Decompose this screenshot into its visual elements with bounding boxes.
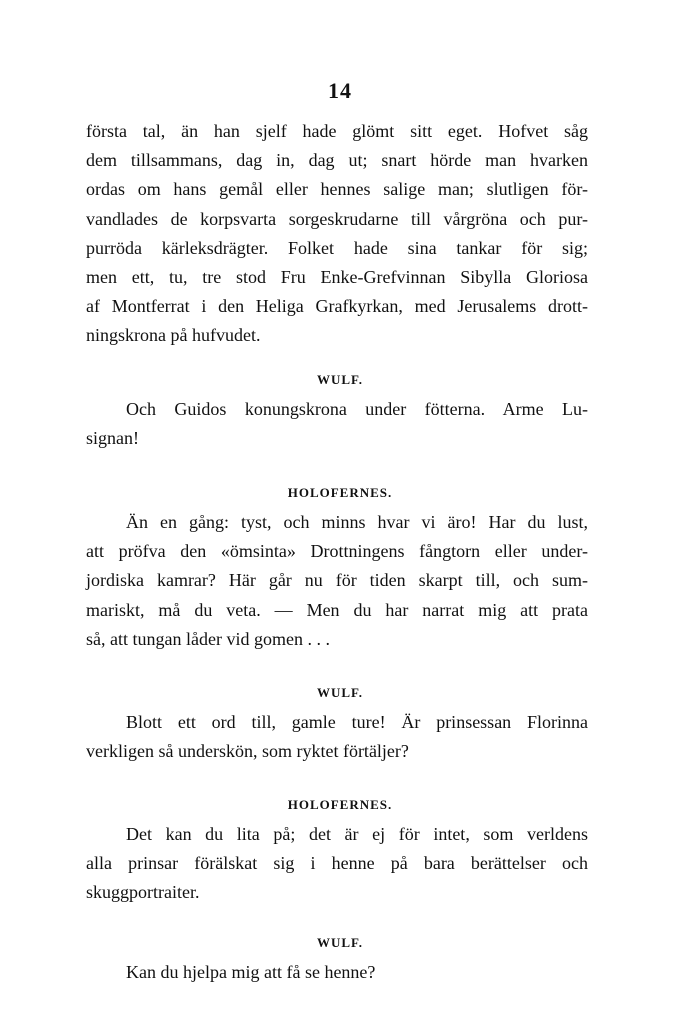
speaker-name: WULF. bbox=[316, 935, 364, 950]
text-line: alla prinsar förälskat sig i henne på bara berättelser och bbox=[86, 853, 588, 874]
speaker-name: HOLOFERNES. bbox=[287, 485, 393, 500]
text-line: Det kan du lita på; det är ej för intet, som verldens bbox=[126, 824, 588, 844]
text-line: Och Guidos konungskrona under fötterna. Arme Lu- bbox=[126, 399, 588, 419]
text-line: ningskrona på hufvudet. bbox=[86, 325, 261, 346]
text-line: vandlades de korpsvarta sorgeskrudarne till vårgröna och pur- bbox=[86, 208, 588, 229]
text-line: ordas om hans gemål eller hennes salige man; slutligen för- bbox=[86, 179, 588, 200]
text-line: af Montferrat i den Heliga Grafkyrkan, med Jerusalems drott- bbox=[86, 296, 588, 317]
text-line: skuggportraiter. bbox=[86, 882, 200, 903]
speaker-name: WULF. bbox=[316, 685, 364, 700]
text-line: Än en gång: tyst, och minns hvar vi äro! Har du lust, bbox=[126, 512, 588, 532]
text-line: att pröfva den «ömsinta» Drottningens fångtorn eller under- bbox=[86, 541, 588, 562]
text-line: dem tillsammans, dag in, dag ut; snart hörde man hvarken bbox=[86, 150, 588, 171]
text-line: signan! bbox=[86, 428, 139, 449]
text-line: men ett, tu, tre stod Fru Enke-Grefvinnan Sibylla Gloriosa bbox=[86, 266, 588, 287]
narrative-paragraph bbox=[86, 117, 588, 351]
dialogue-paragraph bbox=[86, 708, 588, 766]
page-number: 14 bbox=[328, 78, 352, 103]
text-line: jordiska kamrar? Här går nu för tiden skarpt till, och sum- bbox=[86, 570, 588, 591]
text-line: Blott ett ord till, gamle ture! Är prinsessan Florinna bbox=[126, 712, 588, 732]
text-line: verkligen så underskön, som ryktet förtäljer? bbox=[86, 741, 409, 762]
dialogue-paragraph bbox=[86, 508, 588, 654]
speaker-name: HOLOFERNES. bbox=[287, 797, 393, 812]
text-line: första tal, än han sjelf hade glömt sitt eget. Hofvet såg bbox=[86, 121, 588, 141]
dialogue-paragraph bbox=[86, 958, 588, 987]
speaker-name: WULF. bbox=[316, 372, 364, 387]
text-line: Kan du hjelpa mig att få se henne? bbox=[126, 962, 376, 982]
text-line: purröda kärleksdrägter. Folket hade sina tankar för sig; bbox=[86, 237, 588, 258]
text-line: så, att tungan låder vid gomen . . . bbox=[86, 628, 330, 649]
dialogue-paragraph bbox=[86, 820, 588, 908]
dialogue-paragraph bbox=[86, 395, 588, 453]
text-line: mariskt, må du veta. — Men du har narrat mig att prata bbox=[86, 599, 588, 620]
